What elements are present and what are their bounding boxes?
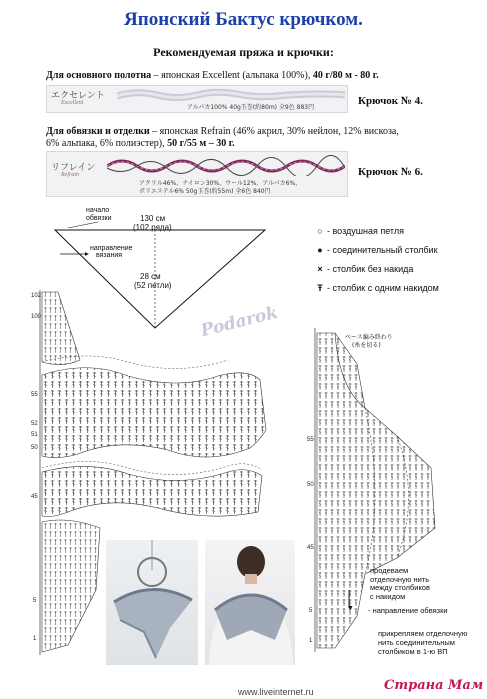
shawl-on-hanger-image bbox=[106, 540, 198, 665]
slip-stitch-icon: ● bbox=[317, 245, 323, 255]
left-row-50: 50 bbox=[31, 445, 38, 451]
trim-yarn-desc2: 6% альпака, 6% полиэстер), bbox=[46, 138, 168, 149]
main-yarn-label: Для основного полотна bbox=[46, 70, 152, 81]
main-yarn-jp-name: エクセレント bbox=[51, 91, 105, 101]
trim-yarn-en-name: Refrain bbox=[61, 172, 79, 178]
trim-yarn-jp-name: リフレイン bbox=[51, 163, 96, 173]
start-label-2: обвязки bbox=[86, 215, 112, 222]
legend-single: × - столбик без накида bbox=[313, 264, 413, 274]
main-yarn-desc: – японская Excellent (альпака 100%), bbox=[151, 70, 313, 81]
main-yarn-en-name: Excellent bbox=[61, 100, 84, 106]
legend-slip: ● - соединительный столбик bbox=[313, 245, 438, 255]
page-title: Японский Бактус крючком. bbox=[124, 9, 363, 30]
right-row-5: 5 bbox=[309, 608, 313, 614]
width-label-2: (102 ряда) bbox=[133, 223, 172, 232]
trim-yarn-hook: Крючок № 6. bbox=[358, 166, 423, 178]
start-label-1: начало bbox=[86, 207, 110, 214]
left-row-45: 45 bbox=[31, 494, 38, 500]
direction-note: - направление обвязки bbox=[368, 606, 448, 615]
trim-yarn-amount: 50 г/55 м – 30 г. bbox=[167, 138, 235, 149]
main-yarn-text bbox=[46, 70, 379, 82]
main-yarn-strand bbox=[117, 88, 345, 102]
height-label-2: (52 петли) bbox=[134, 281, 172, 290]
single-crochet-icon: × bbox=[317, 264, 323, 274]
pull-thread-note: продеваем отделочную нить между столбиков с накидом bbox=[370, 566, 430, 601]
photo-woman-wearing-shawl bbox=[205, 540, 295, 665]
main-yarn-sample bbox=[46, 85, 348, 113]
left-row-55: 55 bbox=[31, 392, 38, 398]
right-chart-top-note-1: ベース編み終わり bbox=[345, 334, 393, 341]
right-row-45: 45 bbox=[307, 545, 314, 551]
height-label-1: 28 см bbox=[140, 272, 161, 281]
legend-chain: ○ - воздушная петля bbox=[313, 226, 404, 236]
trim-yarn-sample bbox=[46, 151, 348, 197]
right-row-55: 55 bbox=[307, 437, 314, 443]
left-row-1: 1 bbox=[33, 636, 37, 642]
legend-double: Ŧ - столбик с одним накидом bbox=[313, 283, 439, 293]
chain-stitch-icon: ○ bbox=[317, 226, 323, 236]
trim-yarn-spec-1: アクリル46%、ナイロン30%、ウール12%、アルパカ6%、 bbox=[139, 180, 302, 187]
direction-label-1: направление bbox=[90, 245, 133, 252]
photo-shawl-on-hanger bbox=[106, 540, 198, 665]
watermark: Podarok bbox=[198, 302, 280, 342]
main-yarn-spec: アルパカ100% 40g玉巻(約80m) 全9色 883円 bbox=[187, 104, 315, 111]
left-row-51: 51 bbox=[31, 432, 38, 438]
right-chart-top-note-2: (糸を切る) bbox=[352, 342, 381, 349]
woman-wearing-shawl-image bbox=[205, 540, 295, 665]
width-label-1: 130 см bbox=[140, 214, 166, 223]
trim-yarn-desc: – японская Refrain (46% акрил, 30% нейлон, 12% вискоза, bbox=[149, 126, 399, 137]
trim-yarn-strand bbox=[107, 154, 345, 176]
double-crochet-icon: Ŧ bbox=[317, 283, 323, 293]
left-row-5: 5 bbox=[33, 598, 37, 604]
left-row-102: 102 bbox=[31, 293, 42, 299]
left-row-100: 100 bbox=[31, 314, 42, 320]
main-yarn-hook: Крючок № 4. bbox=[358, 95, 423, 107]
page-subtitle: Рекомендуемая пряжа и крючки: bbox=[153, 45, 334, 59]
right-row-50: 50 bbox=[307, 482, 314, 488]
trim-yarn-text bbox=[46, 126, 399, 150]
right-row-1: 1 bbox=[309, 638, 313, 644]
direction-label-2: вязания bbox=[96, 252, 123, 259]
main-yarn-amount: 40 г/80 м - 80 г. bbox=[312, 70, 379, 81]
trim-yarn-spec-2: ポリエステル6% 50g玉巻(約55m) 全6色 840円 bbox=[139, 188, 271, 195]
left-row-52: 52 bbox=[31, 421, 38, 427]
attach-thread-note: прикрепляем отделочную нить соединительным столбиком в 1-ю ВП bbox=[378, 629, 468, 656]
trim-yarn-label: Для обвязки и отделки bbox=[46, 126, 150, 137]
footer-logo: Страна Мам bbox=[384, 678, 484, 693]
footer-url: www.liveinternet.ru bbox=[238, 687, 314, 697]
